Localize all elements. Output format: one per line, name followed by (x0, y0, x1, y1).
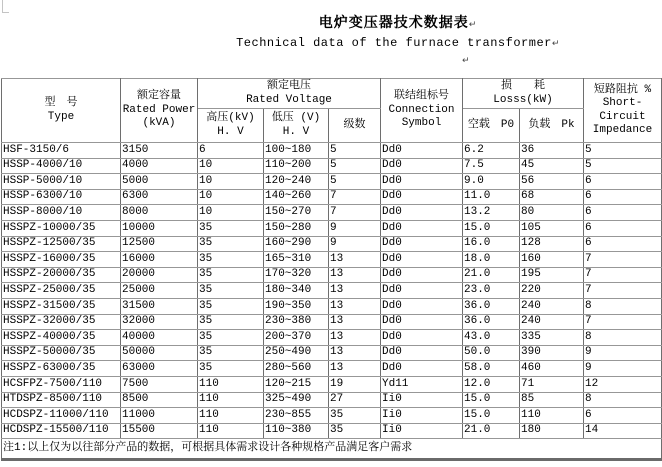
table-cell: Ii0 (381, 423, 463, 439)
header-connection-cn: 联结组标号 (394, 90, 449, 103)
table-cell: 10 (198, 189, 264, 205)
table-cell: HSSPZ-20000/35 (2, 267, 121, 283)
table-cell: 27 (329, 392, 381, 408)
table-cell: 13 (329, 361, 381, 377)
table-cell: 110 (198, 392, 264, 408)
header-connection-en2: Symbol (401, 117, 442, 130)
table-cell: 13 (329, 298, 381, 314)
table-cell: 9 (584, 345, 662, 361)
table-cell: Ii0 (381, 392, 463, 408)
table-cell: 35 (198, 252, 264, 268)
header-type-cn: 型 号 (44, 97, 78, 110)
table-cell: 7 (329, 189, 381, 205)
table-cell: 165~310 (264, 252, 329, 268)
table-cell: 14 (584, 423, 662, 439)
table-cell: 110~380 (264, 423, 329, 439)
paragraph-mark-icon: ↵ (551, 39, 560, 49)
table-cell: 7.5 (463, 158, 520, 174)
table-cell: 110 (198, 423, 264, 439)
table-cell: 240 (520, 298, 584, 314)
table-cell: HSSP-4000/10 (2, 158, 121, 174)
header-steps (329, 109, 381, 143)
table-cell: 45 (520, 158, 584, 174)
table-cell: 18.0 (463, 252, 520, 268)
table-cell: 16000 (121, 252, 198, 268)
table-cell: 140~260 (264, 189, 329, 205)
table-cell: 25000 (121, 283, 198, 299)
table-cell: Dd0 (381, 330, 463, 346)
table-cell: 10 (198, 174, 264, 190)
table-row (2, 314, 662, 330)
header-rated-voltage-en: Rated Voltage (246, 93, 332, 106)
table-cell: Dd0 (381, 189, 463, 205)
table-cell: 180 (520, 423, 584, 439)
table-cell: 7 (584, 314, 662, 330)
table-cell: 200~370 (264, 330, 329, 346)
table-cell: 36 (520, 143, 584, 159)
table-cell: 110 (198, 408, 264, 424)
table-cell: HSSPZ-63000/35 (2, 361, 121, 377)
table-cell: 13 (329, 330, 381, 346)
table-cell: 5 (584, 143, 662, 159)
table-cell: 120~240 (264, 174, 329, 190)
table-cell: HSSPZ-50000/35 (2, 345, 121, 361)
table-cell: 6 (584, 189, 662, 205)
table-cell: Dd0 (381, 158, 463, 174)
header-load-label: 负载 Pk (528, 118, 575, 131)
header-high-voltage (198, 109, 264, 143)
table-cell: 40000 (121, 330, 198, 346)
table-cell: 19 (329, 376, 381, 392)
header-type (2, 79, 121, 143)
table-cell: 12.0 (463, 376, 520, 392)
table-cell: Dd0 (381, 267, 463, 283)
table-cell: HSSPZ-25000/35 (2, 283, 121, 299)
table-row (2, 376, 662, 392)
page-title-chinese (134, 12, 662, 32)
page-corner-mark (2, 0, 9, 13)
table-cell: 10000 (121, 220, 198, 236)
header-connection (381, 79, 463, 143)
table-cell: 9 (329, 236, 381, 252)
header-loss-cn: 损 耗 (501, 80, 545, 93)
header-impedance-en1: Short- (602, 97, 643, 110)
header-rated-power-unit: (kVA) (142, 117, 176, 130)
table-cell: 15.0 (463, 220, 520, 236)
table-cell: Dd0 (381, 283, 463, 299)
table-cell: Dd0 (381, 174, 463, 190)
table-cell: 11.0 (463, 189, 520, 205)
table-cell: 36.0 (463, 314, 520, 330)
header-steps-label: 级数 (343, 118, 366, 131)
table-cell: 5 (329, 174, 381, 190)
table-cell: 16.0 (463, 236, 520, 252)
table-row (2, 330, 662, 346)
table-cell: 35 (198, 267, 264, 283)
table-cell: 6.2 (463, 143, 520, 159)
table-cell: 5 (584, 158, 662, 174)
table-cell: 110 (198, 376, 264, 392)
table-cell: 325~490 (264, 392, 329, 408)
table-cell: Dd0 (381, 236, 463, 252)
table-cell: 110 (520, 408, 584, 424)
table-cell: 35 (198, 220, 264, 236)
table-cell: 68 (520, 189, 584, 205)
table-cell: 460 (520, 361, 584, 377)
table-cell: 32000 (121, 314, 198, 330)
paragraph-mark-icon: ↵ (462, 56, 470, 66)
table-cell: 35 (329, 408, 381, 424)
table-cell: 63000 (121, 361, 198, 377)
table-cell: Dd0 (381, 205, 463, 221)
table-cell: 5 (329, 143, 381, 159)
table-cell: 280~560 (264, 361, 329, 377)
table-cell: 150~270 (264, 205, 329, 221)
page-title-english (134, 36, 662, 50)
table-cell: Dd0 (381, 298, 463, 314)
table-row (2, 189, 662, 205)
header-impedance (584, 79, 662, 143)
header-rated-power (121, 79, 198, 143)
footnote: 注1:以上仅为以往部分产品的数据，可根据具体需求设计各种规格产品满足客户需求 (2, 439, 662, 460)
table-cell: 11000 (121, 408, 198, 424)
table-cell: 4000 (121, 158, 198, 174)
table-cell: 6300 (121, 189, 198, 205)
table-cell: 13 (329, 267, 381, 283)
paragraph-mark-icon: ↵ (468, 20, 478, 30)
table-cell: 36.0 (463, 298, 520, 314)
table-row (2, 392, 662, 408)
header-rated-power-cn: 额定容量 (137, 90, 181, 103)
table-row (2, 252, 662, 268)
table-cell: 13.2 (463, 205, 520, 221)
table-cell: 150~280 (264, 220, 329, 236)
header-low-voltage (264, 109, 329, 143)
table-cell: 35 (198, 361, 264, 377)
table-cell: 85 (520, 392, 584, 408)
table-cell: HCDSPZ-15500/110 (2, 423, 121, 439)
header-impedance-en2: Circuit (599, 110, 646, 123)
table-cell: 220 (520, 283, 584, 299)
table-cell: HTDSPZ-8500/110 (2, 392, 121, 408)
table-cell: 35 (198, 236, 264, 252)
table-header (2, 79, 662, 143)
table-cell: 7 (584, 252, 662, 268)
table-cell: 8 (584, 392, 662, 408)
table-cell: HCSFPZ-7500/110 (2, 376, 121, 392)
table-cell: 8500 (121, 392, 198, 408)
table-cell: 170~320 (264, 267, 329, 283)
table-cell: 160~290 (264, 236, 329, 252)
table-row (2, 220, 662, 236)
header-rated-power-en: Rated Power (122, 103, 196, 116)
table-cell: 10 (198, 205, 264, 221)
table-cell: HSSP-5000/10 (2, 174, 121, 190)
table-cell: 5 (329, 158, 381, 174)
table-cell: 7500 (121, 376, 198, 392)
table-cell: 80 (520, 205, 584, 221)
table-cell: 50000 (121, 345, 198, 361)
table-row (2, 408, 662, 424)
page-title-english-text: Technical data of the furnace transformer (236, 36, 552, 50)
header-rated-voltage-cn: 额定电压 (267, 80, 311, 93)
header-impedance-cn: 短路阻抗 % (593, 83, 652, 96)
table-cell: Ii0 (381, 408, 463, 424)
table-cell: Dd0 (381, 220, 463, 236)
table-cell: 120~215 (264, 376, 329, 392)
table-cell: 35 (198, 283, 264, 299)
header-loss-en: Losss(kW) (493, 93, 553, 106)
table-cell: 35 (329, 423, 381, 439)
table-cell: 180~340 (264, 283, 329, 299)
table-cell: 250~490 (264, 345, 329, 361)
table-row (2, 283, 662, 299)
table-cell: 13 (329, 345, 381, 361)
table-cell: 195 (520, 267, 584, 283)
header-lv-en: H. V (282, 125, 310, 138)
table-body (2, 143, 662, 439)
table-cell: 15500 (121, 423, 198, 439)
table-cell: 10 (198, 158, 264, 174)
table-cell: 5000 (121, 174, 198, 190)
table-row (2, 345, 662, 361)
header-hv-cn: 高压(kV) (206, 112, 255, 125)
table-row (2, 423, 662, 439)
table-cell: 31500 (121, 298, 198, 314)
table-cell: 160 (520, 252, 584, 268)
header-hv-en: H. V (217, 125, 244, 138)
table-cell: HSSPZ-32000/35 (2, 314, 121, 330)
table-cell: 35 (198, 314, 264, 330)
table-cell: HSSPZ-10000/35 (2, 220, 121, 236)
header-type-en: Type (47, 110, 75, 123)
table-cell: 7 (329, 205, 381, 221)
table-cell: 35 (198, 345, 264, 361)
table-cell: HSSP-6300/10 (2, 189, 121, 205)
table-row (2, 205, 662, 221)
header-noload-loss (463, 109, 520, 143)
table-cell: 230~380 (264, 314, 329, 330)
table-cell: HSSPZ-16000/35 (2, 252, 121, 268)
table-cell: Yd11 (381, 376, 463, 392)
table-cell: 43.0 (463, 330, 520, 346)
table-cell: Dd0 (381, 252, 463, 268)
table-row (2, 143, 662, 159)
table-cell: Dd0 (381, 361, 463, 377)
table-cell: 9 (329, 220, 381, 236)
table-cell: 6 (584, 408, 662, 424)
table-footer (2, 439, 662, 460)
table-cell: Dd0 (381, 143, 463, 159)
table-cell: 9 (584, 361, 662, 377)
table-row (2, 236, 662, 252)
table-cell: 8 (584, 298, 662, 314)
table-row (2, 158, 662, 174)
table-row (2, 267, 662, 283)
table-row (2, 298, 662, 314)
table-row (2, 174, 662, 190)
table-cell: 6 (584, 174, 662, 190)
table-row (2, 361, 662, 377)
table-cell: 56 (520, 174, 584, 190)
header-lv-cn: 低压 (V) (271, 112, 321, 125)
table-cell: 58.0 (463, 361, 520, 377)
table-cell: 7 (584, 267, 662, 283)
table-cell: 6 (198, 143, 264, 159)
table-cell: 6 (584, 220, 662, 236)
table-cell: 8 (584, 330, 662, 346)
title-block (134, 12, 662, 50)
header-impedance-en3: Impedance (592, 123, 653, 136)
page-title-chinese-text: 电炉变压器技术数据表 (318, 14, 469, 30)
table-cell: 13 (329, 283, 381, 299)
table-cell: 13 (329, 314, 381, 330)
table-cell: HSSPZ-31500/35 (2, 298, 121, 314)
table-cell: 20000 (121, 267, 198, 283)
table-cell: HSSP-8000/10 (2, 205, 121, 221)
table-cell: 6 (584, 205, 662, 221)
table-cell: 9.0 (463, 174, 520, 190)
table-cell: 23.0 (463, 283, 520, 299)
table-cell: 35 (198, 298, 264, 314)
table-cell: 12 (584, 376, 662, 392)
table-cell: 15.0 (463, 392, 520, 408)
table-cell: 8000 (121, 205, 198, 221)
table-cell: Dd0 (381, 345, 463, 361)
table-cell: 230~855 (264, 408, 329, 424)
table-cell: 50.0 (463, 345, 520, 361)
table-cell: 12500 (121, 236, 198, 252)
table-cell: 390 (520, 345, 584, 361)
table-cell: 105 (520, 220, 584, 236)
header-load-loss (520, 109, 584, 143)
header-loss (463, 79, 584, 109)
table-cell: 190~350 (264, 298, 329, 314)
table-cell: 335 (520, 330, 584, 346)
table-cell: 240 (520, 314, 584, 330)
table-cell: 7 (584, 283, 662, 299)
table-cell: 15.0 (463, 408, 520, 424)
table-cell: 13 (329, 252, 381, 268)
table-cell: HSSPZ-12500/35 (2, 236, 121, 252)
header-rated-voltage (198, 79, 381, 109)
transformer-data-table (1, 78, 662, 461)
table-cell: 71 (520, 376, 584, 392)
table-cell: HCDSPZ-11000/110 (2, 408, 121, 424)
table-cell: 6 (584, 236, 662, 252)
table-cell: 21.0 (463, 423, 520, 439)
table-cell: 35 (198, 330, 264, 346)
table-cell: 21.0 (463, 267, 520, 283)
header-noload-label: 空载 P0 (467, 118, 515, 131)
table-cell: 100~180 (264, 143, 329, 159)
table-cell: HSSPZ-40000/35 (2, 330, 121, 346)
table-cell: HSF-3150/6 (2, 143, 121, 159)
table-cell: 110~200 (264, 158, 329, 174)
table-cell: Dd0 (381, 314, 463, 330)
header-connection-en1: Connection (388, 103, 455, 116)
table-cell: 3150 (121, 143, 198, 159)
table-cell: 128 (520, 236, 584, 252)
